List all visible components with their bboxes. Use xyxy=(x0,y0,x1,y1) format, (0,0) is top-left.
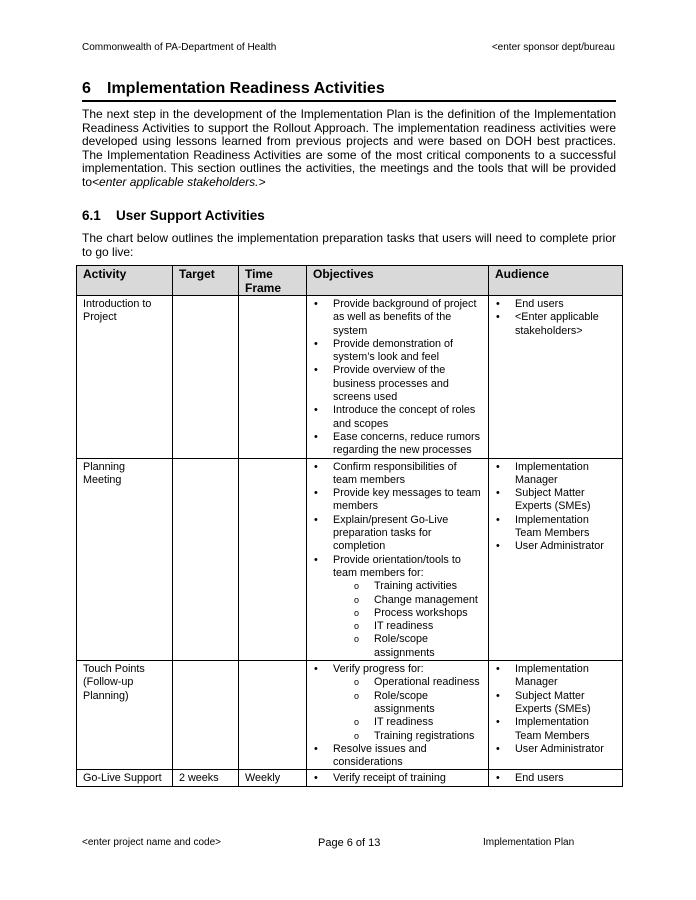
subsection-heading xyxy=(82,208,265,223)
section-heading xyxy=(82,80,616,102)
activity-cell: Introduction to Project xyxy=(77,296,173,459)
timeframe-cell xyxy=(239,458,307,660)
objective-item: • Resolve issues and considerations xyxy=(313,743,482,770)
audience-item: • Implementation Manager xyxy=(495,461,616,488)
intro-stakeholders: <enter applicable stakeholders.> xyxy=(92,174,266,189)
table-row xyxy=(77,770,623,786)
objective-item: • Provide key messages to team members xyxy=(313,487,482,514)
page-header xyxy=(82,42,615,53)
activity-cell: Planning Meeting xyxy=(77,458,173,660)
objective-item: • Verify receipt of training xyxy=(313,772,482,785)
objective-item: • Provide overview of the business processes and screens used xyxy=(313,364,482,404)
target-cell xyxy=(173,458,239,660)
section-title: Implementation Readiness Activities xyxy=(107,80,385,97)
timeframe-cell xyxy=(239,661,307,770)
objectives-cell xyxy=(307,296,489,459)
audience-cell xyxy=(489,661,623,770)
objective-item: • Provide orientation/tools to team members for: xyxy=(313,554,482,581)
audience-item: • User Administrator xyxy=(495,743,616,756)
target-cell: 2 weeks xyxy=(173,770,239,786)
audience-cell xyxy=(489,770,623,786)
objective-subitem: o Change management xyxy=(313,594,482,607)
objective-subitem: o Operational readiness xyxy=(313,676,482,689)
objectives-cell xyxy=(307,458,489,660)
table-row xyxy=(77,296,623,459)
audience-cell xyxy=(489,458,623,660)
subsection-title: User Support Activities xyxy=(116,208,265,223)
intro-text: The next step in the development of the Implementation Plan is the definition of the Implementation Readiness Activities to support the Rollout Approach. The implementation readiness activities were developed using lessons learned from previous projects and were based on DOH best practices. The Implementation Readiness Activities are some of the most critical components to a successful implementation. This section outlines the activities, the meetings and the tools that will be provided to xyxy=(82,107,616,189)
audience-item: • Implementation Manager xyxy=(495,663,616,690)
objective-item: • Explain/present Go-Live preparation tasks for completion xyxy=(313,514,482,554)
objective-subitem: o Process workshops xyxy=(313,607,482,620)
audience-item: • End users xyxy=(495,772,616,785)
header-activity: Activity xyxy=(77,266,173,296)
header-audience: Audience xyxy=(489,266,623,296)
target-cell xyxy=(173,296,239,459)
timeframe-cell xyxy=(239,296,307,459)
objective-subitem: o Role/scope assignments xyxy=(313,690,482,717)
audience-item: • Subject Matter Experts (SMEs) xyxy=(495,690,616,717)
audience-item: • <Enter applicable stakeholders> xyxy=(495,311,616,338)
table-row xyxy=(77,661,623,770)
objectives-cell xyxy=(307,770,489,786)
audience-cell xyxy=(489,296,623,459)
table-lead-paragraph: The chart below outlines the implementation preparation tasks that users will need to complete prior to go live: xyxy=(82,231,616,259)
objective-subitem: o Training registrations xyxy=(313,730,482,743)
objectives-cell xyxy=(307,661,489,770)
user-support-table xyxy=(76,265,623,787)
header-objectives: Objectives xyxy=(307,266,489,296)
objective-item: • Introduce the concept of roles and scopes xyxy=(313,404,482,431)
objective-item: • Provide background of project as well as benefits of the system xyxy=(313,298,482,338)
footer-page-number: Page 6 of 13 xyxy=(318,837,381,849)
objective-subitem: o Training activities xyxy=(313,580,482,593)
timeframe-cell: Weekly xyxy=(239,770,307,786)
header-time-frame: Time Frame xyxy=(239,266,307,296)
objective-item: • Ease concerns, reduce rumors regarding the new processes xyxy=(313,431,482,458)
audience-item: • Implementation Team Members xyxy=(495,514,616,541)
footer-document-title: Implementation Plan xyxy=(483,837,575,848)
audience-item: • User Administrator xyxy=(495,540,616,553)
table-header-row xyxy=(77,266,623,296)
objective-item: • Confirm responsibilities of team members xyxy=(313,461,482,488)
target-cell xyxy=(173,661,239,770)
section-number: 6 xyxy=(82,80,91,97)
header-target: Target xyxy=(173,266,239,296)
objective-subitem: o Role/scope assignments xyxy=(313,633,482,660)
header-sponsor: <enter sponsor dept/bureau xyxy=(491,42,615,53)
objective-subitem: o IT readiness xyxy=(313,620,482,633)
activity-cell: Go-Live Support xyxy=(77,770,173,786)
table-row xyxy=(77,458,623,660)
audience-item: • End users xyxy=(495,298,616,311)
objective-subitem: o IT readiness xyxy=(313,716,482,729)
intro-paragraph xyxy=(82,108,616,190)
audience-item: • Subject Matter Experts (SMEs) xyxy=(495,487,616,514)
objective-item: • Verify progress for: xyxy=(313,663,482,676)
subsection-number: 6.1 xyxy=(82,208,101,223)
header-organization: Commonwealth of PA-Department of Health xyxy=(82,42,277,53)
activity-cell: Touch Points (Follow-up Planning) xyxy=(77,661,173,770)
footer-project: <enter project name and code> xyxy=(82,837,221,848)
objective-item: • Provide demonstration of system’s look and feel xyxy=(313,338,482,365)
audience-item: • Implementation Team Members xyxy=(495,716,616,743)
